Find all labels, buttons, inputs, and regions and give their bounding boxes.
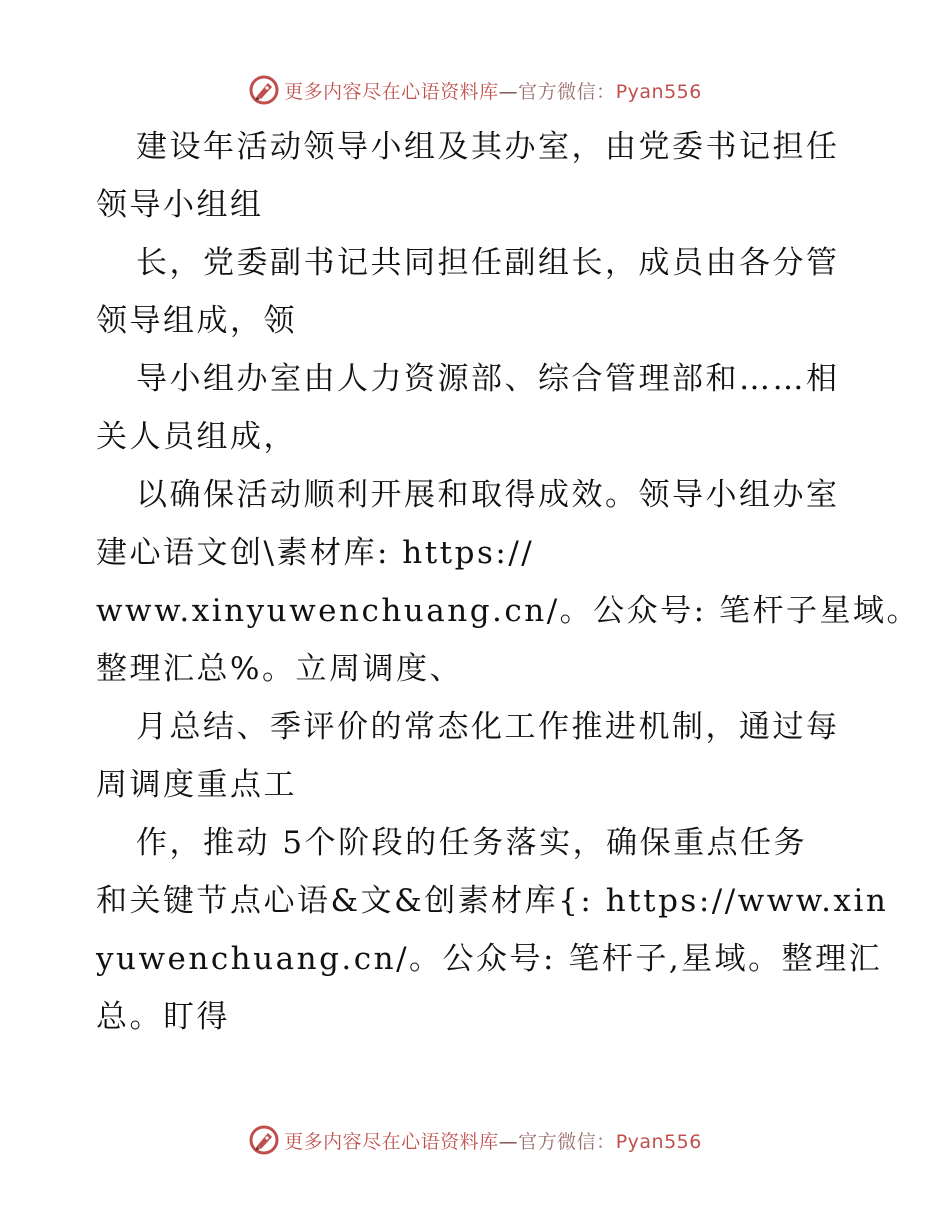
body-line: yuwenchuang.cn/。公众号: 笔杆子,星域。整理汇 [96,941,883,977]
body-line: 导小组办室由人力资源部、综合管理部和……相 [136,361,840,397]
body-line: 月总结、季评价的常态化工作推进机制，通过每 [136,709,840,745]
header-banner-text [284,77,702,104]
banner-wechat-label: 官方微信： [518,1130,616,1153]
footer-banner [0,1120,950,1160]
body-line: 和关键节点心语&文&创素材库{: https://www.xin [96,883,889,919]
body-line: 关人员组成， [96,419,297,455]
body-line: 领导小组组 [96,187,264,223]
banner-separator: — [498,80,519,103]
body-line: 作，推动 5个阶段的任务落实，确保重点任务 [136,825,808,861]
pen-nib-logo-icon [248,1124,280,1156]
body-line: 以确保活动顺利开展和取得成效。领导小组办室 [136,477,840,513]
banner-main-text: 更多内容尽在心语资料库 [284,1130,499,1153]
body-line: 整理汇总%。立周调度、 [96,651,463,687]
body-line: 总。盯得 [96,999,230,1035]
banner-wechat-id: Pyan556 [615,80,702,103]
banner-wechat-label: 官方微信： [518,80,616,103]
banner-separator: — [498,1130,519,1153]
banner-main-text: 更多内容尽在心语资料库 [284,80,499,103]
body-line: 建设年活动领导小组及其办室，由党委书记担任 [136,129,840,165]
body-line: www.xinyuwenchuang.cn/。公众号: 笔杆子星域。 [96,593,920,629]
document-body [96,118,920,1046]
body-line: 长，党委副书记共同担任副组长，成员由各分管 [136,245,840,281]
body-line: 周调度重点工 [96,767,297,803]
banner-wechat-id: Pyan556 [615,1130,702,1153]
footer-banner-text [284,1127,702,1154]
pen-nib-logo-icon [248,74,280,106]
header-banner [0,70,950,110]
body-line: 领导组成，领 [96,303,297,339]
body-line: 建心语文创\素材库: https:// [96,535,535,571]
